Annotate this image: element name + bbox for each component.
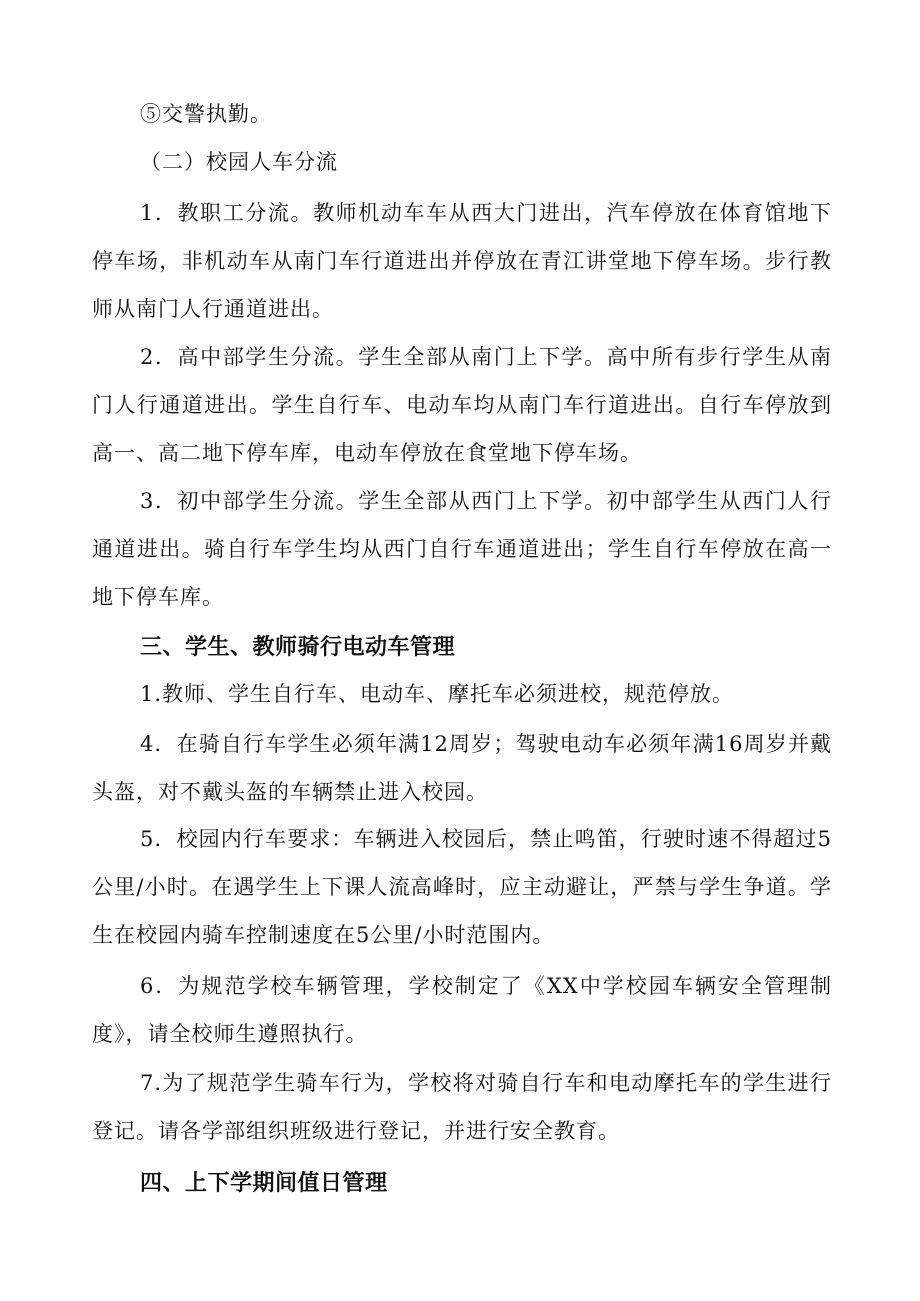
paragraph-middle-school-separation: 3．初中部学生分流。学生全部从西门上下学。初中部学生从西门人行通道进出。骑自行车学生均从西门自行车通道进出；学生自行车停放在高一地下停车库。 [92, 489, 832, 609]
section-heading-duty-management: 四、上下学期间值日管理 [140, 1171, 388, 1196]
paragraph-staff-separation: 1．教职工分流。教师机动车车从西大门进出，汽车停放在体育馆地下停车场，非机动车从南门车行道进出并停放在青江讲堂地下停车场。步行教师从南门人行通道进出。 [92, 201, 832, 321]
paragraph-traffic-police: ⑤交警执勤。 [140, 102, 272, 126]
rule-item-7: 7.为了规范学生骑车行为，学校将对骑自行车和电动摩托车的学生进行登记。请各学部组织班级进行登记，并进行安全教育。 [92, 1071, 832, 1143]
rule-item-5: 5．校园内行车要求：车辆进入校园后，禁止鸣笛，行驶时速不得超过5公里/小时。在遇学生上下课人流高峰时，应主动避让，严禁与学生争道。学生在校园内骑车控制速度在5公里/小时范围内。 [92, 827, 832, 947]
section-heading-ebike-management: 三、学生、教师骑行电动车管理 [140, 635, 456, 660]
rule-item-4: 4．在骑自行车学生必须年满12周岁；驾驶电动车必须年满16周岁并戴头盔，对不戴头盔的车辆禁止进入校园。 [92, 732, 832, 804]
rule-item-1: 1.教师、学生自行车、电动车、摩托车必须进校，规范停放。 [140, 682, 735, 706]
rule-item-6: 6．为规范学校车辆管理，学校制定了《XX中学校园车辆安全管理制度》，请全校师生遵照执行。 [92, 974, 832, 1046]
paragraph-high-school-separation: 2．高中部学生分流。学生全部从南门上下学。高中所有步行学生从南门人行通道进出。学生自行车、电动车均从南门车行道进出。自行车停放到高一、高二地下停车库，电动车停放在食堂地下停车场。 [92, 345, 832, 465]
subheading-campus-separation: （二）校园人车分流 [140, 150, 338, 174]
